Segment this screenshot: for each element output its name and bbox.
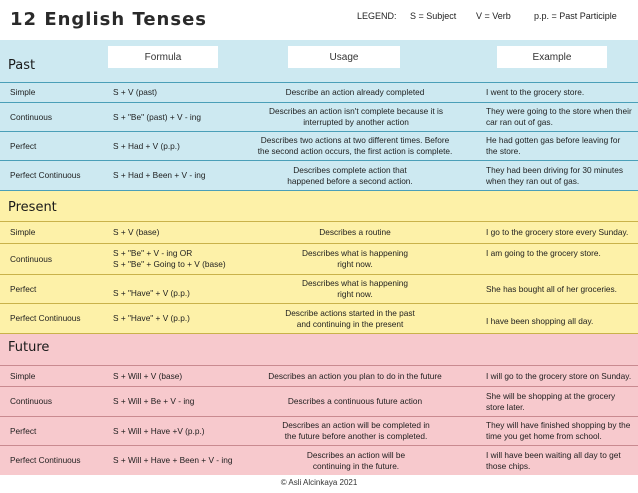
tense-usage: Describes an action will be continuing in the future. [306, 449, 406, 471]
tense-usage: Describes a continuous future action [287, 396, 423, 406]
tense-name: Continuous [10, 396, 52, 406]
section-title-present: Present [8, 200, 57, 215]
tense-example: I went to the grocery store. [486, 87, 585, 97]
tense-formula: S + Will + Have +V (p.p.) [113, 425, 205, 436]
section-title-future: Future [8, 340, 50, 355]
table-row [0, 82, 638, 103]
tense-usage: Describes what is happening right now. [301, 278, 409, 299]
section-title-past: Past [8, 58, 36, 73]
usage-header: Usage [288, 46, 400, 68]
tense-name: Continuous [10, 253, 52, 264]
tense-formula: S + Will + Be + V - ing [113, 396, 195, 406]
tense-name: Continuous [10, 111, 52, 122]
table-row [0, 244, 638, 275]
tense-formula [113, 244, 258, 274]
tense-formula: S + "Be" (past) + V - ing [113, 111, 201, 122]
table-row [0, 387, 638, 417]
legend-pp: p.p. = Past Participle [534, 11, 617, 21]
table-row [0, 221, 638, 244]
tense-example: They had been driving for 30 minutes when they ran out of gas. [486, 164, 623, 186]
future-section-band [0, 334, 638, 365]
tense-usage: Describes two actions at two different times. Before the second action occurs, the first action is complete. [257, 135, 453, 156]
table-row [0, 365, 638, 387]
tense-formula: S + Will + Have + Been + V - ing [113, 455, 233, 465]
table-row [0, 161, 638, 191]
tense-usage: Describes an action isn't complete because it is interrupted by another action [268, 106, 444, 127]
tense-formula: S + Had + V (p.p.) [113, 140, 180, 151]
legend-label: LEGEND: [357, 11, 397, 21]
tense-name: Simple [10, 227, 36, 237]
formula-header: Formula [108, 46, 218, 68]
page-title: 12 English Tenses [10, 9, 207, 30]
tense-example: She will be shopping at the grocery store later. [486, 390, 616, 412]
table-row [0, 275, 638, 304]
tense-formula: S + V (past) [113, 87, 158, 97]
tense-name: Perfect [10, 283, 37, 294]
table-row [0, 446, 638, 475]
tense-example: I go to the grocery store every Sunday. [486, 227, 629, 237]
legend-subject: S = Subject [410, 11, 457, 21]
tense-name: Perfect [10, 140, 37, 151]
tense-usage: Describes an action will be completed in the future before another is completed. [282, 420, 430, 441]
tense-example: I have been shopping all day. [486, 316, 594, 326]
tense-example: She has bought all of her groceries. [486, 283, 617, 294]
tense-usage: Describes a routine [319, 227, 391, 237]
tense-usage: Describes an action you plan to do in the future [268, 370, 442, 381]
tense-name: Simple [10, 87, 36, 97]
present-section-band [0, 191, 638, 221]
table-row [0, 304, 638, 334]
tense-name: Perfect Continuous [10, 313, 81, 323]
tense-formula: S + Will + V (base) [113, 370, 183, 381]
tense-example: I will go to the grocery store on Sunday. [486, 370, 632, 381]
table-row [0, 103, 638, 132]
tense-name: Perfect Continuous [10, 170, 81, 180]
tense-example: I will have been waiting all day to get those chips. [486, 449, 621, 471]
formula-line-1: S + "Be" + V - ing OR [113, 248, 193, 258]
tense-example: They will have finished shopping by the time you get home from school. [486, 420, 631, 441]
tense-formula: S + "Have" + V (p.p.) [113, 313, 190, 323]
formula-line-2: S + "Be" + Going to + V (base) [113, 259, 226, 269]
tense-usage: Describes complete action that happened before a second action. [287, 164, 413, 186]
table-row [0, 417, 638, 446]
tense-formula: S + "Have" + V (p.p.) [113, 288, 190, 298]
tense-example: They were going to the store when their car ran out of gas. [486, 106, 632, 127]
tense-formula: S + Had + Been + V - ing [113, 170, 206, 180]
tense-name: Perfect [10, 425, 37, 436]
tense-name: Simple [10, 370, 36, 381]
tense-usage: Describes what is happening right now. [301, 248, 409, 269]
tense-example: He had gotten gas before leaving for the store. [486, 135, 621, 156]
copyright-footer: © Asli Alcinkaya 2021 [280, 478, 358, 487]
table-row [0, 132, 638, 161]
tense-example: I am going to the grocery store. [486, 248, 601, 258]
tense-formula: S + V (base) [113, 227, 160, 237]
tense-usage: Describe an action already completed [285, 87, 425, 97]
example-header: Example [497, 46, 607, 68]
tense-name: Perfect Continuous [10, 455, 81, 465]
legend-verb: V = Verb [476, 11, 511, 21]
tense-usage: Describe actions started in the past and continuing in the present [285, 307, 415, 329]
